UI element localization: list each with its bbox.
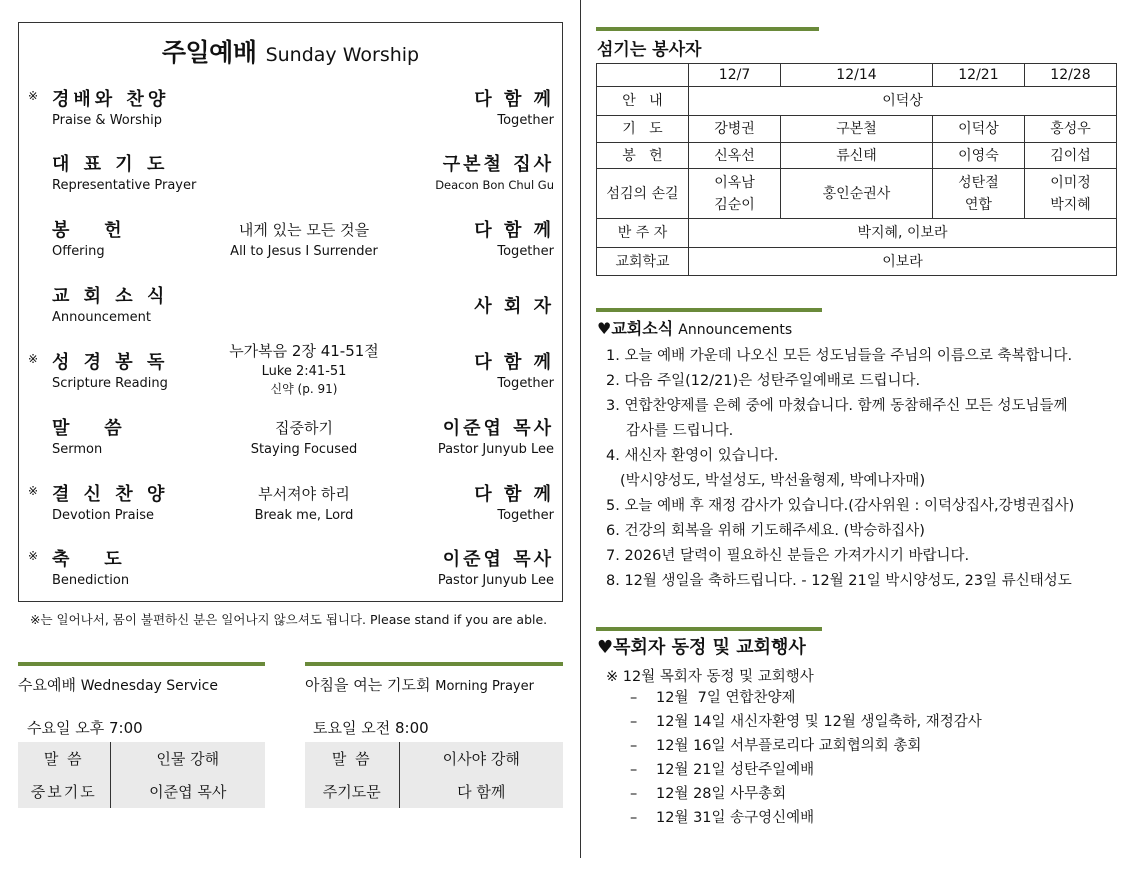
section-bar bbox=[596, 627, 822, 631]
stand-note: ※는 일어나서, 몸이 불편하신 분은 일어나지 않으셔도 됩니다. Please stand if you are able. bbox=[30, 612, 548, 627]
table-row bbox=[597, 116, 1117, 143]
order-item-scripture bbox=[19, 342, 562, 404]
dash-bullet: – bbox=[630, 714, 638, 730]
row-label: 중보기도 bbox=[18, 775, 110, 808]
order-leader-en: Together bbox=[497, 508, 554, 523]
sermon-title-en: Staying Focused bbox=[250, 442, 358, 457]
wednesday-time: 수요일 오후 7:00 bbox=[27, 719, 143, 737]
order-item-benediction bbox=[19, 545, 562, 601]
order-name-en: Devotion Praise bbox=[52, 508, 154, 523]
stand-mark: ※ bbox=[28, 484, 39, 498]
cell: 이영숙 bbox=[932, 143, 1024, 169]
list-item bbox=[630, 686, 982, 710]
cell bbox=[932, 169, 1024, 219]
list-item bbox=[630, 734, 982, 758]
table-row bbox=[597, 64, 1117, 87]
order-name-en: Announcement bbox=[52, 310, 151, 325]
sunday-worship-order bbox=[18, 22, 563, 602]
list-item: 4. 새신자 환영이 있습니다. bbox=[606, 448, 779, 464]
row-label: 봉 헌 bbox=[597, 143, 689, 169]
cell-line: 이옥남 bbox=[714, 174, 755, 191]
order-name-ko: 경배와 찬양 bbox=[52, 89, 170, 110]
order-item-praise bbox=[19, 85, 562, 141]
offering-hymn-ko: 내게 있는 모든 것을 bbox=[238, 221, 370, 239]
order-name-ko: 성 경 봉 독 bbox=[52, 352, 169, 373]
cell: 강병권 bbox=[689, 116, 781, 143]
list-item bbox=[630, 710, 982, 734]
order-leader-ko: 다 함 께 bbox=[474, 89, 554, 110]
schedule-item: 12월 28일 사무총회 bbox=[656, 786, 787, 802]
date-header: 12/7 bbox=[689, 64, 781, 87]
schedule-item: 12월 16일 서부플로리다 교회협의회 총회 bbox=[656, 738, 922, 754]
cell-line: 이미정 bbox=[1050, 174, 1091, 191]
wednesday-title-ko: 수요예배 bbox=[18, 676, 76, 694]
worship-title-ko: 주일예배 bbox=[161, 38, 257, 67]
order-name-en: Scripture Reading bbox=[52, 376, 168, 391]
schedule-title-text: 목회자 동정 및 교회행사 bbox=[613, 637, 806, 658]
devotion-hymn-en: Break me, Lord bbox=[254, 508, 354, 523]
dash-bullet: – bbox=[630, 786, 638, 802]
list-item: (박시양성도, 박설성도, 박선율형제, 박예나자매) bbox=[620, 473, 926, 489]
schedule-item: 12월 31일 송구영신예배 bbox=[656, 810, 815, 826]
list-item: 2. 다음 주일(12/21)은 성탄주일예배로 드립니다. bbox=[606, 373, 921, 389]
column-divider bbox=[580, 0, 581, 858]
list-item: 1. 오늘 예배 가운데 나오신 모든 성도님들을 주님의 이름으로 축복합니다. bbox=[606, 348, 1073, 364]
order-name-en: Offering bbox=[52, 244, 105, 259]
section-bar bbox=[596, 27, 819, 31]
stand-mark: ※ bbox=[28, 352, 39, 366]
table-row bbox=[18, 742, 265, 775]
announcements-list bbox=[606, 344, 1126, 594]
row-label: 말 씀 bbox=[18, 742, 110, 775]
announcements-title-en: Announcements bbox=[678, 322, 793, 338]
table-row bbox=[597, 169, 1117, 219]
list-item bbox=[630, 758, 982, 782]
table-row bbox=[597, 219, 1117, 248]
order-name-en: Praise & Worship bbox=[52, 113, 162, 128]
table-row bbox=[305, 775, 563, 808]
order-item-offering bbox=[19, 216, 562, 272]
table-row bbox=[18, 775, 265, 808]
schedule-title bbox=[597, 633, 806, 659]
order-item-devotion bbox=[19, 480, 562, 536]
heart-icon: ♥ bbox=[597, 319, 612, 338]
morning-time: 토요일 오전 8:00 bbox=[313, 719, 429, 737]
date-header: 12/14 bbox=[781, 64, 933, 87]
cell bbox=[781, 169, 933, 219]
cell bbox=[689, 169, 781, 219]
list-item bbox=[630, 782, 982, 806]
order-leader-en: Pastor Junyub Lee bbox=[437, 442, 554, 457]
section-bar bbox=[18, 662, 265, 666]
offering-hymn-en: All to Jesus I Surrender bbox=[230, 244, 378, 259]
row-value: 인물 강해 bbox=[156, 750, 220, 768]
heart-icon: ♥ bbox=[597, 637, 614, 658]
table-row bbox=[597, 248, 1117, 276]
list-item bbox=[630, 806, 982, 830]
usher-value: 이덕상 bbox=[689, 87, 1117, 116]
cell-line: 김순이 bbox=[714, 196, 755, 213]
wednesday-table bbox=[18, 742, 265, 808]
list-item: 3. 연합찬양제를 은혜 중에 마쳤습니다. 함께 동참해주신 모든 성도님들께 bbox=[606, 398, 1068, 414]
scripture-ref-en: Luke 2:41-51 bbox=[261, 364, 347, 379]
announcements-title bbox=[597, 316, 792, 339]
row-value: 이준엽 목사 bbox=[149, 783, 227, 801]
list-item: 감사를 드립니다. bbox=[626, 423, 734, 439]
wednesday-service bbox=[18, 662, 265, 808]
order-leader-en: Deacon Bon Chul Gu bbox=[435, 178, 554, 192]
date-header: 12/21 bbox=[932, 64, 1024, 87]
order-leader-en: Together bbox=[497, 376, 554, 391]
table-row bbox=[597, 87, 1117, 116]
row-label: 말 씀 bbox=[305, 742, 399, 775]
schedule-list bbox=[630, 686, 982, 830]
corner-cell bbox=[597, 64, 689, 87]
morning-table bbox=[305, 742, 563, 808]
cell: 신옥선 bbox=[689, 143, 781, 169]
schedule-header: ※ 12월 목회자 동정 및 교회행사 bbox=[606, 669, 814, 685]
cell: 류신태 bbox=[781, 143, 933, 169]
table-row bbox=[305, 742, 563, 775]
order-name-en: Benediction bbox=[52, 573, 130, 588]
row-label: 반 주 자 bbox=[597, 219, 689, 248]
list-item: 7. 2026년 달력이 필요하신 분들은 가져가시기 바랍니다. bbox=[606, 548, 970, 564]
list-item: 6. 건강의 회복을 위해 기도해주세요. (박승하집사) bbox=[606, 523, 925, 539]
order-leader-ko: 이준엽 목사 bbox=[442, 418, 554, 439]
scripture-ref-ko: 누가복음 2장 41-51절 bbox=[229, 342, 379, 360]
morning-prayer bbox=[305, 662, 563, 808]
list-item: 5. 오늘 예배 후 재정 감사가 있습니다.(감사위원 : 이덕상집사,강병권집사) bbox=[606, 498, 1075, 514]
order-item-prayer bbox=[19, 150, 562, 206]
date-header: 12/28 bbox=[1024, 64, 1116, 87]
order-name-en: Representative Prayer bbox=[52, 178, 197, 193]
sunday-school-value: 이보라 bbox=[689, 248, 1117, 276]
dash-bullet: – bbox=[630, 690, 638, 706]
order-leader-ko: 구본철 집사 bbox=[442, 154, 554, 175]
order-name-ko: 봉 헌 bbox=[52, 220, 126, 241]
schedule-item: 12월 7일 연합찬양제 bbox=[656, 690, 796, 706]
wednesday-title bbox=[18, 674, 265, 695]
worship-title-en: Sunday Worship bbox=[265, 44, 420, 66]
accompanist-value: 박지혜, 이보라 bbox=[689, 219, 1117, 248]
morning-title bbox=[305, 674, 563, 695]
row-label: 주기도문 bbox=[305, 775, 399, 808]
dash-bullet: – bbox=[630, 810, 638, 826]
cell: 이덕상 bbox=[932, 116, 1024, 143]
row-value: 다 함께 bbox=[457, 783, 506, 801]
list-item: 8. 12월 생일을 축하드립니다. - 12월 21일 박시양성도, 23일 류신태성도 bbox=[606, 573, 1072, 589]
wednesday-title-en: Wednesday Service bbox=[80, 678, 218, 694]
row-label: 안 내 bbox=[597, 87, 689, 116]
order-leader-en: Together bbox=[497, 113, 554, 128]
order-name-ko: 말 씀 bbox=[52, 418, 126, 439]
row-label: 섬김의 손길 bbox=[597, 169, 689, 219]
table-row bbox=[597, 143, 1117, 169]
order-leader-en: Pastor Junyub Lee bbox=[437, 573, 554, 588]
row-value: 이사야 강해 bbox=[442, 750, 520, 768]
dash-bullet: – bbox=[630, 762, 638, 778]
schedule-item: 12월 21일 성탄주일예배 bbox=[656, 762, 815, 778]
schedule-item: 12월 14일 새신자환영 및 12월 생일축하, 재정감사 bbox=[656, 714, 982, 730]
cell-line: 홍인순권사 bbox=[822, 185, 891, 202]
order-name-ko: 교 회 소 식 bbox=[52, 286, 169, 307]
volunteers-title: 섬기는 봉사자 bbox=[597, 40, 702, 60]
volunteers-table bbox=[596, 63, 1117, 276]
dash-bullet: – bbox=[630, 738, 638, 754]
order-name-ko: 결 신 찬 양 bbox=[52, 484, 169, 505]
order-leader-ko: 이준엽 목사 bbox=[442, 549, 554, 570]
sermon-title-ko: 집중하기 bbox=[275, 419, 333, 437]
order-item-announcement bbox=[19, 282, 562, 338]
order-leader-ko: 다 함 께 bbox=[474, 220, 554, 241]
announcements-title-ko: 교회소식 bbox=[611, 319, 674, 338]
devotion-hymn-ko: 부서져야 하리 bbox=[258, 485, 350, 503]
cell: 김이섭 bbox=[1024, 143, 1116, 169]
row-label: 교회학교 bbox=[597, 248, 689, 276]
order-leader-ko: 다 함 께 bbox=[474, 352, 554, 373]
cell-line: 연합 bbox=[964, 196, 992, 213]
worship-title bbox=[19, 33, 562, 69]
order-leader-ko: 사 회 자 bbox=[474, 296, 554, 317]
order-name-en: Sermon bbox=[52, 442, 103, 457]
stand-mark: ※ bbox=[28, 549, 39, 563]
order-leader-en: Together bbox=[497, 244, 554, 259]
row-label: 기 도 bbox=[597, 116, 689, 143]
order-name-ko: 대 표 기 도 bbox=[52, 154, 169, 175]
morning-title-ko: 아침을 여는 기도회 bbox=[305, 676, 431, 694]
cell: 구본철 bbox=[781, 116, 933, 143]
order-leader-ko: 다 함 께 bbox=[474, 484, 554, 505]
order-name-ko: 축 도 bbox=[52, 549, 126, 570]
cell-line: 성탄절 bbox=[958, 174, 999, 191]
morning-title-en: Morning Prayer bbox=[435, 679, 534, 694]
cell-line: 박지혜 bbox=[1050, 196, 1091, 213]
section-bar bbox=[305, 662, 563, 666]
stand-mark: ※ bbox=[28, 89, 39, 103]
cell bbox=[1024, 169, 1116, 219]
cell: 홍성우 bbox=[1024, 116, 1116, 143]
scripture-page: 신약 (p. 91) bbox=[270, 382, 338, 396]
order-item-sermon bbox=[19, 414, 562, 470]
section-bar bbox=[596, 308, 822, 312]
